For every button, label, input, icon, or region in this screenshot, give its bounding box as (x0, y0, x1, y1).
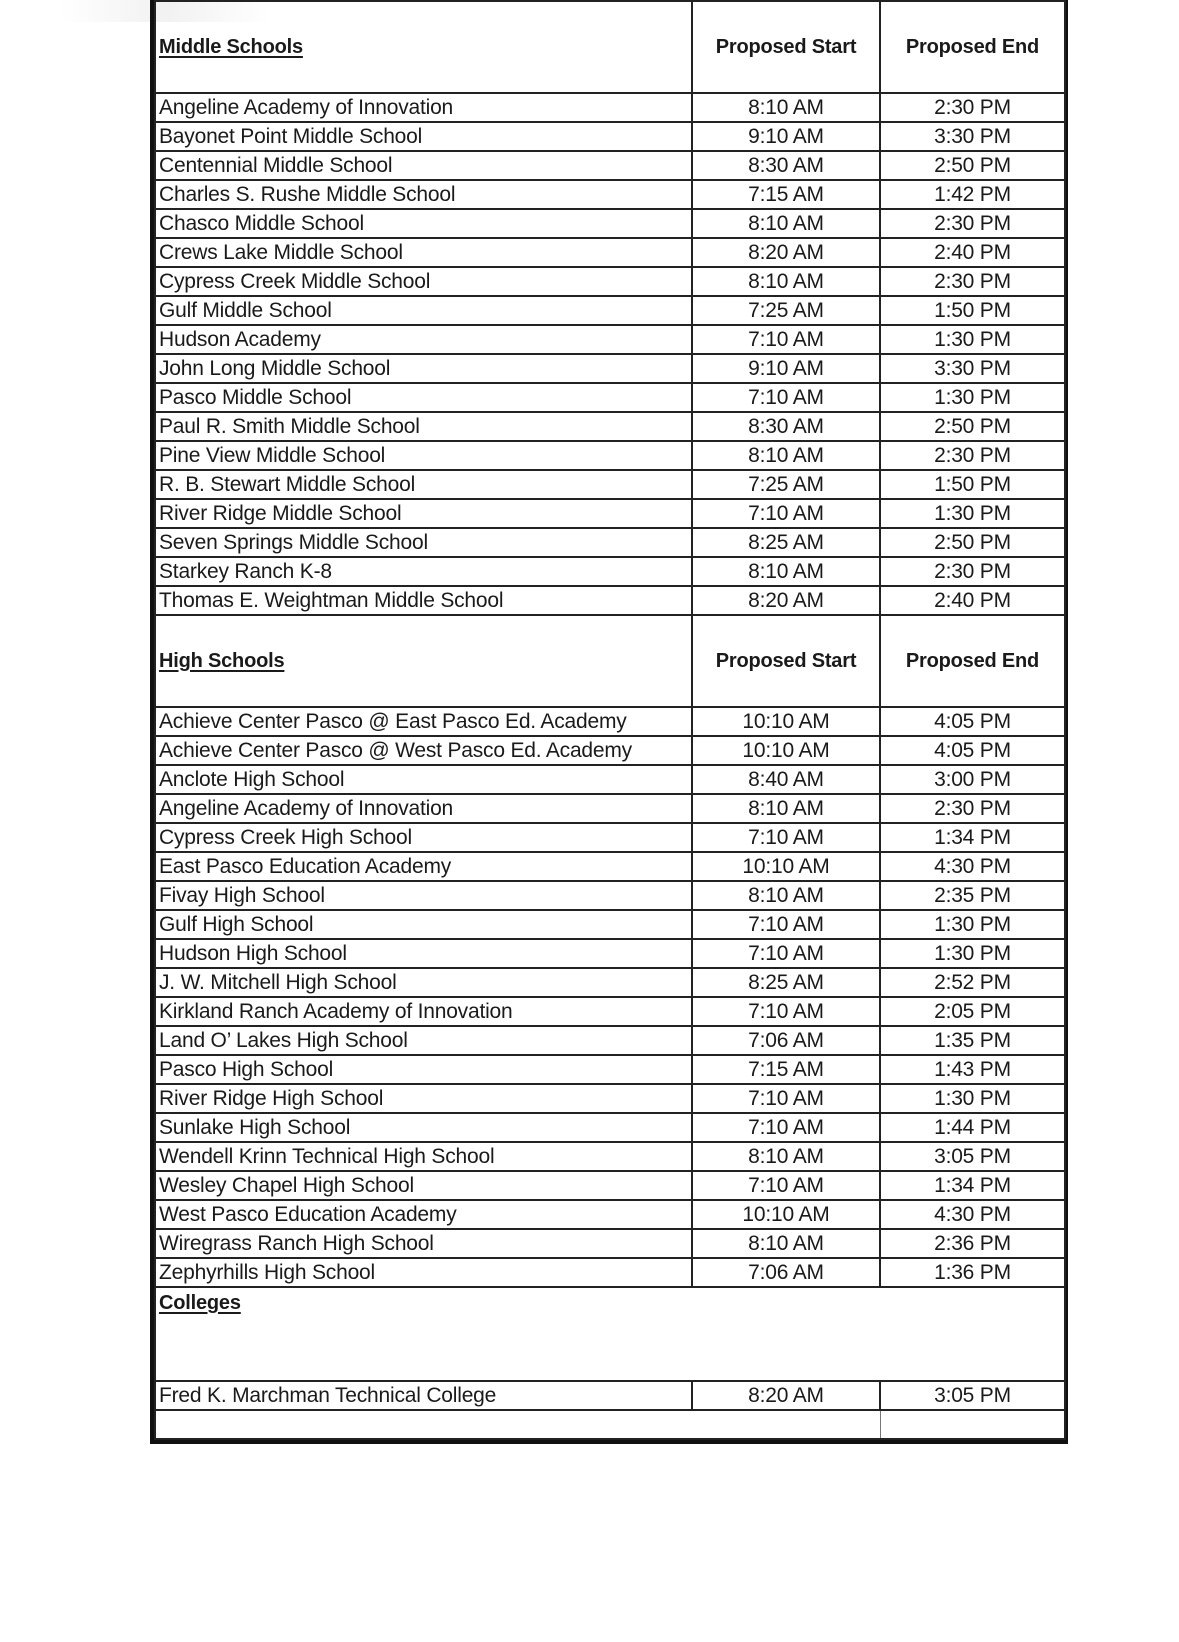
proposed-end-cell: 2:05 PM (880, 997, 1065, 1026)
proposed-end-cell: 2:30 PM (880, 209, 1065, 238)
school-name-cell: Starkey Ranch K-8 (155, 557, 692, 586)
middle-school-row (155, 267, 1065, 296)
proposed-end-cell: 1:30 PM (880, 325, 1065, 354)
high-school-row (155, 765, 1065, 794)
high-school-row (155, 1258, 1065, 1287)
proposed-end-cell: 2:30 PM (880, 794, 1065, 823)
proposed-end-cell: 1:30 PM (880, 910, 1065, 939)
trailing-empty (155, 1410, 1065, 1439)
proposed-start-cell: 10:10 AM (692, 736, 880, 765)
school-name-cell: Thomas E. Weightman Middle School (155, 586, 692, 615)
high-school-row (155, 1084, 1065, 1113)
proposed-start-cell: 8:20 AM (692, 1381, 880, 1410)
high-school-row (155, 881, 1065, 910)
proposed-end-cell: 3:30 PM (880, 122, 1065, 151)
proposed-start-cell: 8:30 AM (692, 412, 880, 441)
school-name-cell: Pasco Middle School (155, 383, 692, 412)
middle-school-row (155, 383, 1065, 412)
proposed-start-cell: 7:25 AM (692, 470, 880, 499)
school-name-cell: Achieve Center Pasco @ West Pasco Ed. Academy (155, 736, 692, 765)
school-name-cell: Cypress Creek Middle School (155, 267, 692, 296)
colleges-heading: Colleges (155, 1287, 692, 1381)
school-name-cell: Hudson High School (155, 939, 692, 968)
proposed-start-cell: 8:10 AM (692, 209, 880, 238)
school-name-cell: Gulf High School (155, 910, 692, 939)
school-name-cell: Pine View Middle School (155, 441, 692, 470)
middle-school-row (155, 470, 1065, 499)
middle-school-row (155, 441, 1065, 470)
proposed-start-cell: 8:10 AM (692, 1229, 880, 1258)
proposed-start-cell: 7:10 AM (692, 383, 880, 412)
proposed-start-cell: 9:10 AM (692, 122, 880, 151)
proposed-start-cell: 7:10 AM (692, 997, 880, 1026)
proposed-start-cell: 8:10 AM (692, 557, 880, 586)
school-name-cell: Kirkland Ranch Academy of Innovation (155, 997, 692, 1026)
schedule-sheet (150, 0, 1068, 1444)
middle-school-row (155, 296, 1065, 325)
proposed-start-cell: 7:10 AM (692, 325, 880, 354)
middle-schools-header-row (155, 1, 1065, 93)
proposed-start-cell: 7:06 AM (692, 1258, 880, 1287)
college-row (155, 1381, 1065, 1410)
high-school-row (155, 1171, 1065, 1200)
proposed-end-cell: 1:34 PM (880, 823, 1065, 852)
proposed-end-cell: 1:43 PM (880, 1055, 1065, 1084)
empty-cell (155, 1410, 880, 1439)
proposed-end-cell: 1:36 PM (880, 1258, 1065, 1287)
proposed-start-cell: 10:10 AM (692, 852, 880, 881)
proposed-end-cell: 3:05 PM (880, 1381, 1065, 1410)
high-school-row (155, 910, 1065, 939)
proposed-end-cell: 2:50 PM (880, 528, 1065, 557)
school-name-cell: Fivay High School (155, 881, 692, 910)
high-school-row (155, 1142, 1065, 1171)
proposed-start-cell: 7:10 AM (692, 910, 880, 939)
school-name-cell: Achieve Center Pasco @ East Pasco Ed. Academy (155, 707, 692, 736)
middle-schools-heading: Middle Schools (155, 1, 692, 93)
school-name-cell: J. W. Mitchell High School (155, 968, 692, 997)
high-school-row (155, 1200, 1065, 1229)
school-name-cell: Angeline Academy of Innovation (155, 93, 692, 122)
schedule-table-body (155, 1, 1065, 93)
proposed-start-cell: 8:25 AM (692, 968, 880, 997)
proposed-end-cell: 4:05 PM (880, 736, 1065, 765)
colleges-header-row (155, 1287, 1065, 1381)
proposed-end-cell: 2:30 PM (880, 93, 1065, 122)
proposed-end-cell: 1:30 PM (880, 383, 1065, 412)
proposed-end-cell: 4:05 PM (880, 707, 1065, 736)
proposed-end-cell: 2:52 PM (880, 968, 1065, 997)
school-name-cell: Crews Lake Middle School (155, 238, 692, 267)
proposed-start-cell: 10:10 AM (692, 1200, 880, 1229)
proposed-end-cell: 2:50 PM (880, 412, 1065, 441)
school-name-cell: Paul R. Smith Middle School (155, 412, 692, 441)
middle-schools-start-header: Proposed Start (692, 1, 880, 93)
middle-school-row (155, 412, 1065, 441)
proposed-start-cell: 8:10 AM (692, 93, 880, 122)
high-school-row (155, 1026, 1065, 1055)
middle-school-row (155, 122, 1065, 151)
colleges-header-blank (880, 1287, 1065, 1381)
high-school-row (155, 823, 1065, 852)
middle-schools-rows (155, 93, 1065, 615)
school-name-cell: Wendell Krinn Technical High School (155, 1142, 692, 1171)
middle-school-row (155, 354, 1065, 383)
school-name-cell: East Pasco Education Academy (155, 852, 692, 881)
proposed-start-cell: 8:10 AM (692, 794, 880, 823)
school-name-cell: Pasco High School (155, 1055, 692, 1084)
proposed-start-cell: 8:10 AM (692, 441, 880, 470)
proposed-end-cell: 1:35 PM (880, 1026, 1065, 1055)
middle-school-row (155, 586, 1065, 615)
proposed-end-cell: 2:36 PM (880, 1229, 1065, 1258)
middle-school-row (155, 93, 1065, 122)
proposed-end-cell: 2:40 PM (880, 238, 1065, 267)
proposed-end-cell: 1:30 PM (880, 939, 1065, 968)
proposed-end-cell: 2:30 PM (880, 441, 1065, 470)
high-schools-start-header: Proposed Start (692, 615, 880, 707)
middle-school-row (155, 151, 1065, 180)
proposed-end-cell: 3:05 PM (880, 1142, 1065, 1171)
proposed-end-cell: 3:30 PM (880, 354, 1065, 383)
high-schools-header-row (155, 615, 1065, 707)
empty-cell (880, 1410, 1065, 1439)
middle-school-row (155, 238, 1065, 267)
proposed-end-cell: 1:50 PM (880, 296, 1065, 325)
colleges-rows (155, 1381, 1065, 1410)
proposed-end-cell: 2:30 PM (880, 557, 1065, 586)
high-school-row (155, 968, 1065, 997)
colleges-header-blank (692, 1287, 880, 1381)
school-name-cell: Land O’ Lakes High School (155, 1026, 692, 1055)
middle-school-row (155, 180, 1065, 209)
middle-school-row (155, 209, 1065, 238)
proposed-start-cell: 7:10 AM (692, 823, 880, 852)
school-name-cell: Chasco Middle School (155, 209, 692, 238)
school-name-cell: R. B. Stewart Middle School (155, 470, 692, 499)
proposed-start-cell: 8:10 AM (692, 881, 880, 910)
high-schools-end-header: Proposed End (880, 615, 1065, 707)
proposed-start-cell: 7:15 AM (692, 1055, 880, 1084)
school-name-cell: Bayonet Point Middle School (155, 122, 692, 151)
school-name-cell: River Ridge Middle School (155, 499, 692, 528)
school-name-cell: Zephyrhills High School (155, 1258, 692, 1287)
colleges-header (155, 1287, 1065, 1381)
school-name-cell: Centennial Middle School (155, 151, 692, 180)
proposed-start-cell: 8:25 AM (692, 528, 880, 557)
school-name-cell: Sunlake High School (155, 1113, 692, 1142)
proposed-end-cell: 1:34 PM (880, 1171, 1065, 1200)
middle-schools-end-header: Proposed End (880, 1, 1065, 93)
school-name-cell: Hudson Academy (155, 325, 692, 354)
proposed-start-cell: 8:40 AM (692, 765, 880, 794)
middle-school-row (155, 528, 1065, 557)
school-name-cell: Angeline Academy of Innovation (155, 794, 692, 823)
high-school-row (155, 736, 1065, 765)
proposed-end-cell: 4:30 PM (880, 1200, 1065, 1229)
proposed-start-cell: 7:15 AM (692, 180, 880, 209)
proposed-end-cell: 2:35 PM (880, 881, 1065, 910)
proposed-end-cell: 2:40 PM (880, 586, 1065, 615)
proposed-start-cell: 7:25 AM (692, 296, 880, 325)
proposed-end-cell: 1:30 PM (880, 499, 1065, 528)
school-name-cell: River Ridge High School (155, 1084, 692, 1113)
school-name-cell: Gulf Middle School (155, 296, 692, 325)
proposed-start-cell: 8:20 AM (692, 586, 880, 615)
proposed-start-cell: 8:10 AM (692, 267, 880, 296)
high-school-row (155, 707, 1065, 736)
high-schools-header (155, 615, 1065, 707)
proposed-end-cell: 1:30 PM (880, 1084, 1065, 1113)
proposed-end-cell: 1:50 PM (880, 470, 1065, 499)
high-school-row (155, 852, 1065, 881)
high-school-row (155, 1229, 1065, 1258)
middle-school-row (155, 325, 1065, 354)
proposed-end-cell: 2:30 PM (880, 267, 1065, 296)
proposed-end-cell: 3:00 PM (880, 765, 1065, 794)
proposed-start-cell: 9:10 AM (692, 354, 880, 383)
high-school-row (155, 939, 1065, 968)
proposed-start-cell: 7:10 AM (692, 939, 880, 968)
high-schools-rows (155, 707, 1065, 1287)
proposed-end-cell: 2:50 PM (880, 151, 1065, 180)
proposed-end-cell: 1:44 PM (880, 1113, 1065, 1142)
proposed-start-cell: 7:06 AM (692, 1026, 880, 1055)
school-name-cell: Charles S. Rushe Middle School (155, 180, 692, 209)
school-name-cell: Seven Springs Middle School (155, 528, 692, 557)
school-name-cell: Wesley Chapel High School (155, 1171, 692, 1200)
proposed-start-cell: 8:10 AM (692, 1142, 880, 1171)
school-name-cell: Anclote High School (155, 765, 692, 794)
proposed-start-cell: 7:10 AM (692, 1171, 880, 1200)
school-name-cell: Cypress Creek High School (155, 823, 692, 852)
high-schools-heading: High Schools (155, 615, 692, 707)
empty-row (155, 1410, 1065, 1439)
school-name-cell: John Long Middle School (155, 354, 692, 383)
proposed-start-cell: 8:20 AM (692, 238, 880, 267)
proposed-end-cell: 1:42 PM (880, 180, 1065, 209)
high-school-row (155, 997, 1065, 1026)
high-school-row (155, 794, 1065, 823)
middle-school-row (155, 557, 1065, 586)
proposed-start-cell: 7:10 AM (692, 499, 880, 528)
bell-schedule-table (154, 0, 1066, 1440)
school-name-cell: Fred K. Marchman Technical College (155, 1381, 692, 1410)
proposed-start-cell: 10:10 AM (692, 707, 880, 736)
proposed-start-cell: 8:30 AM (692, 151, 880, 180)
school-name-cell: West Pasco Education Academy (155, 1200, 692, 1229)
school-name-cell: Wiregrass Ranch High School (155, 1229, 692, 1258)
proposed-start-cell: 7:10 AM (692, 1113, 880, 1142)
proposed-end-cell: 4:30 PM (880, 852, 1065, 881)
middle-school-row (155, 499, 1065, 528)
proposed-start-cell: 7:10 AM (692, 1084, 880, 1113)
high-school-row (155, 1113, 1065, 1142)
high-school-row (155, 1055, 1065, 1084)
